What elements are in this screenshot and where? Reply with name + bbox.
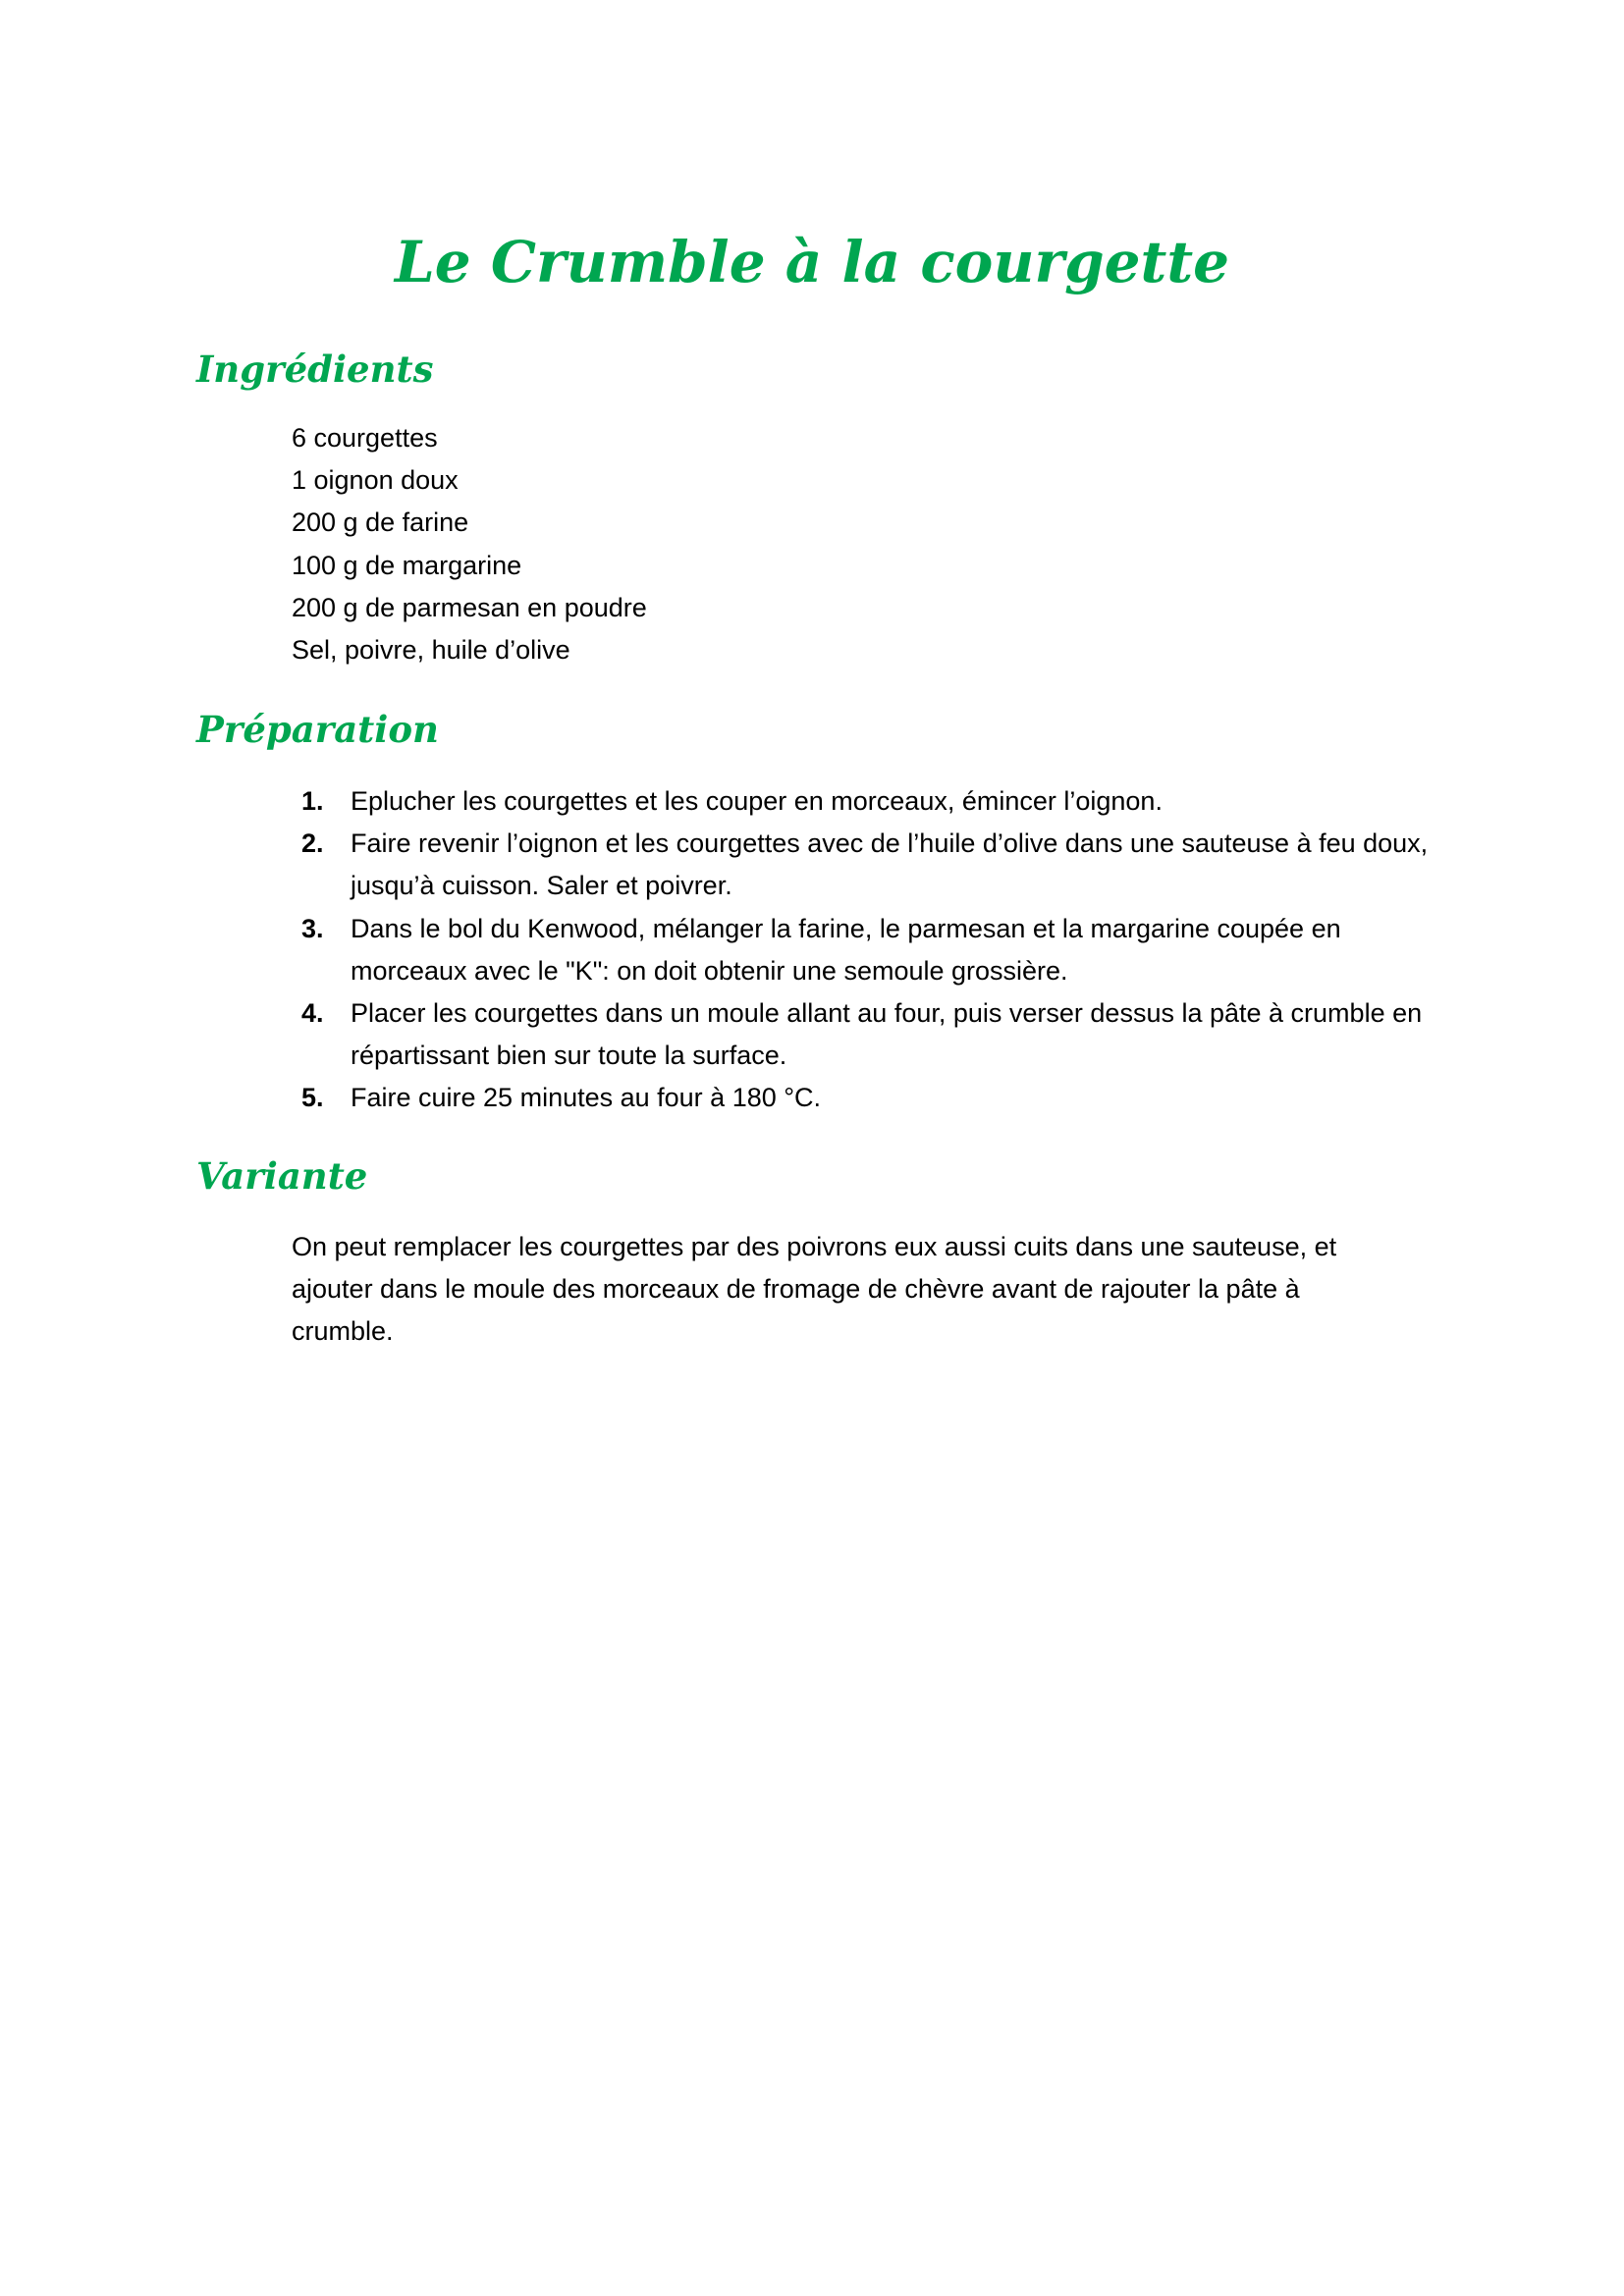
preparation-step [292,908,1431,992]
recipe-title: Le Crumble à la courgette [394,229,1230,295]
preparation-heading: Préparation [196,708,439,751]
preparation-step [292,780,1431,823]
ingredient-item: 100 g de margarine [292,550,522,580]
step-number: 3. [301,913,324,943]
ingredient-item: 6 courgettes [292,423,438,453]
preparation-step [292,992,1431,1077]
ingredient-item: 1 oignon doux [292,465,459,496]
variante-heading: Variante [196,1154,368,1198]
step-number: 2. [301,828,324,859]
ingredients-heading: Ingrédients [196,347,434,391]
ingredients-list [292,417,647,671]
step-number: 5. [301,1083,324,1113]
ingredient-item: 200 g de parmesan en poudre [292,592,647,622]
variante-text: On peut remplacer les courgettes par des poivrons eux aussi cuits dans une sauteuse, et ajouter dans le moule des morceaux de fromage de chèvre avant de rajouter la pâte à crumble. [292,1232,1337,1347]
step-text: Faire revenir l’oignon et les courgettes avec de l’huile d’olive dans une sauteuse à feu doux, jusqu’à cuisson. Saler et poivrer. [351,828,1429,901]
step-text: Faire cuire 25 minutes au four à 180 °C. [351,1083,822,1113]
step-text: Dans le bol du Kenwood, mélanger la farine, le parmesan et la margarine coupée en morceaux avec le "K": on doit obtenir une semoule grossière. [351,913,1341,986]
step-text: Eplucher les courgettes et les couper en morceaux, émincer l’oignon. [351,786,1163,816]
ingredient-item: 200 g de farine [292,507,469,538]
ingredient-item: Sel, poivre, huile d’olive [292,635,570,666]
preparation-step [292,823,1431,907]
step-number: 1. [301,786,324,816]
preparation-steps [292,780,1431,1120]
step-number: 4. [301,998,324,1029]
step-text: Placer les courgettes dans un moule allant au four, puis verser dessus la pâte à crumble en répartissant bien sur toute la surface. [351,998,1423,1071]
preparation-step [292,1077,1431,1119]
